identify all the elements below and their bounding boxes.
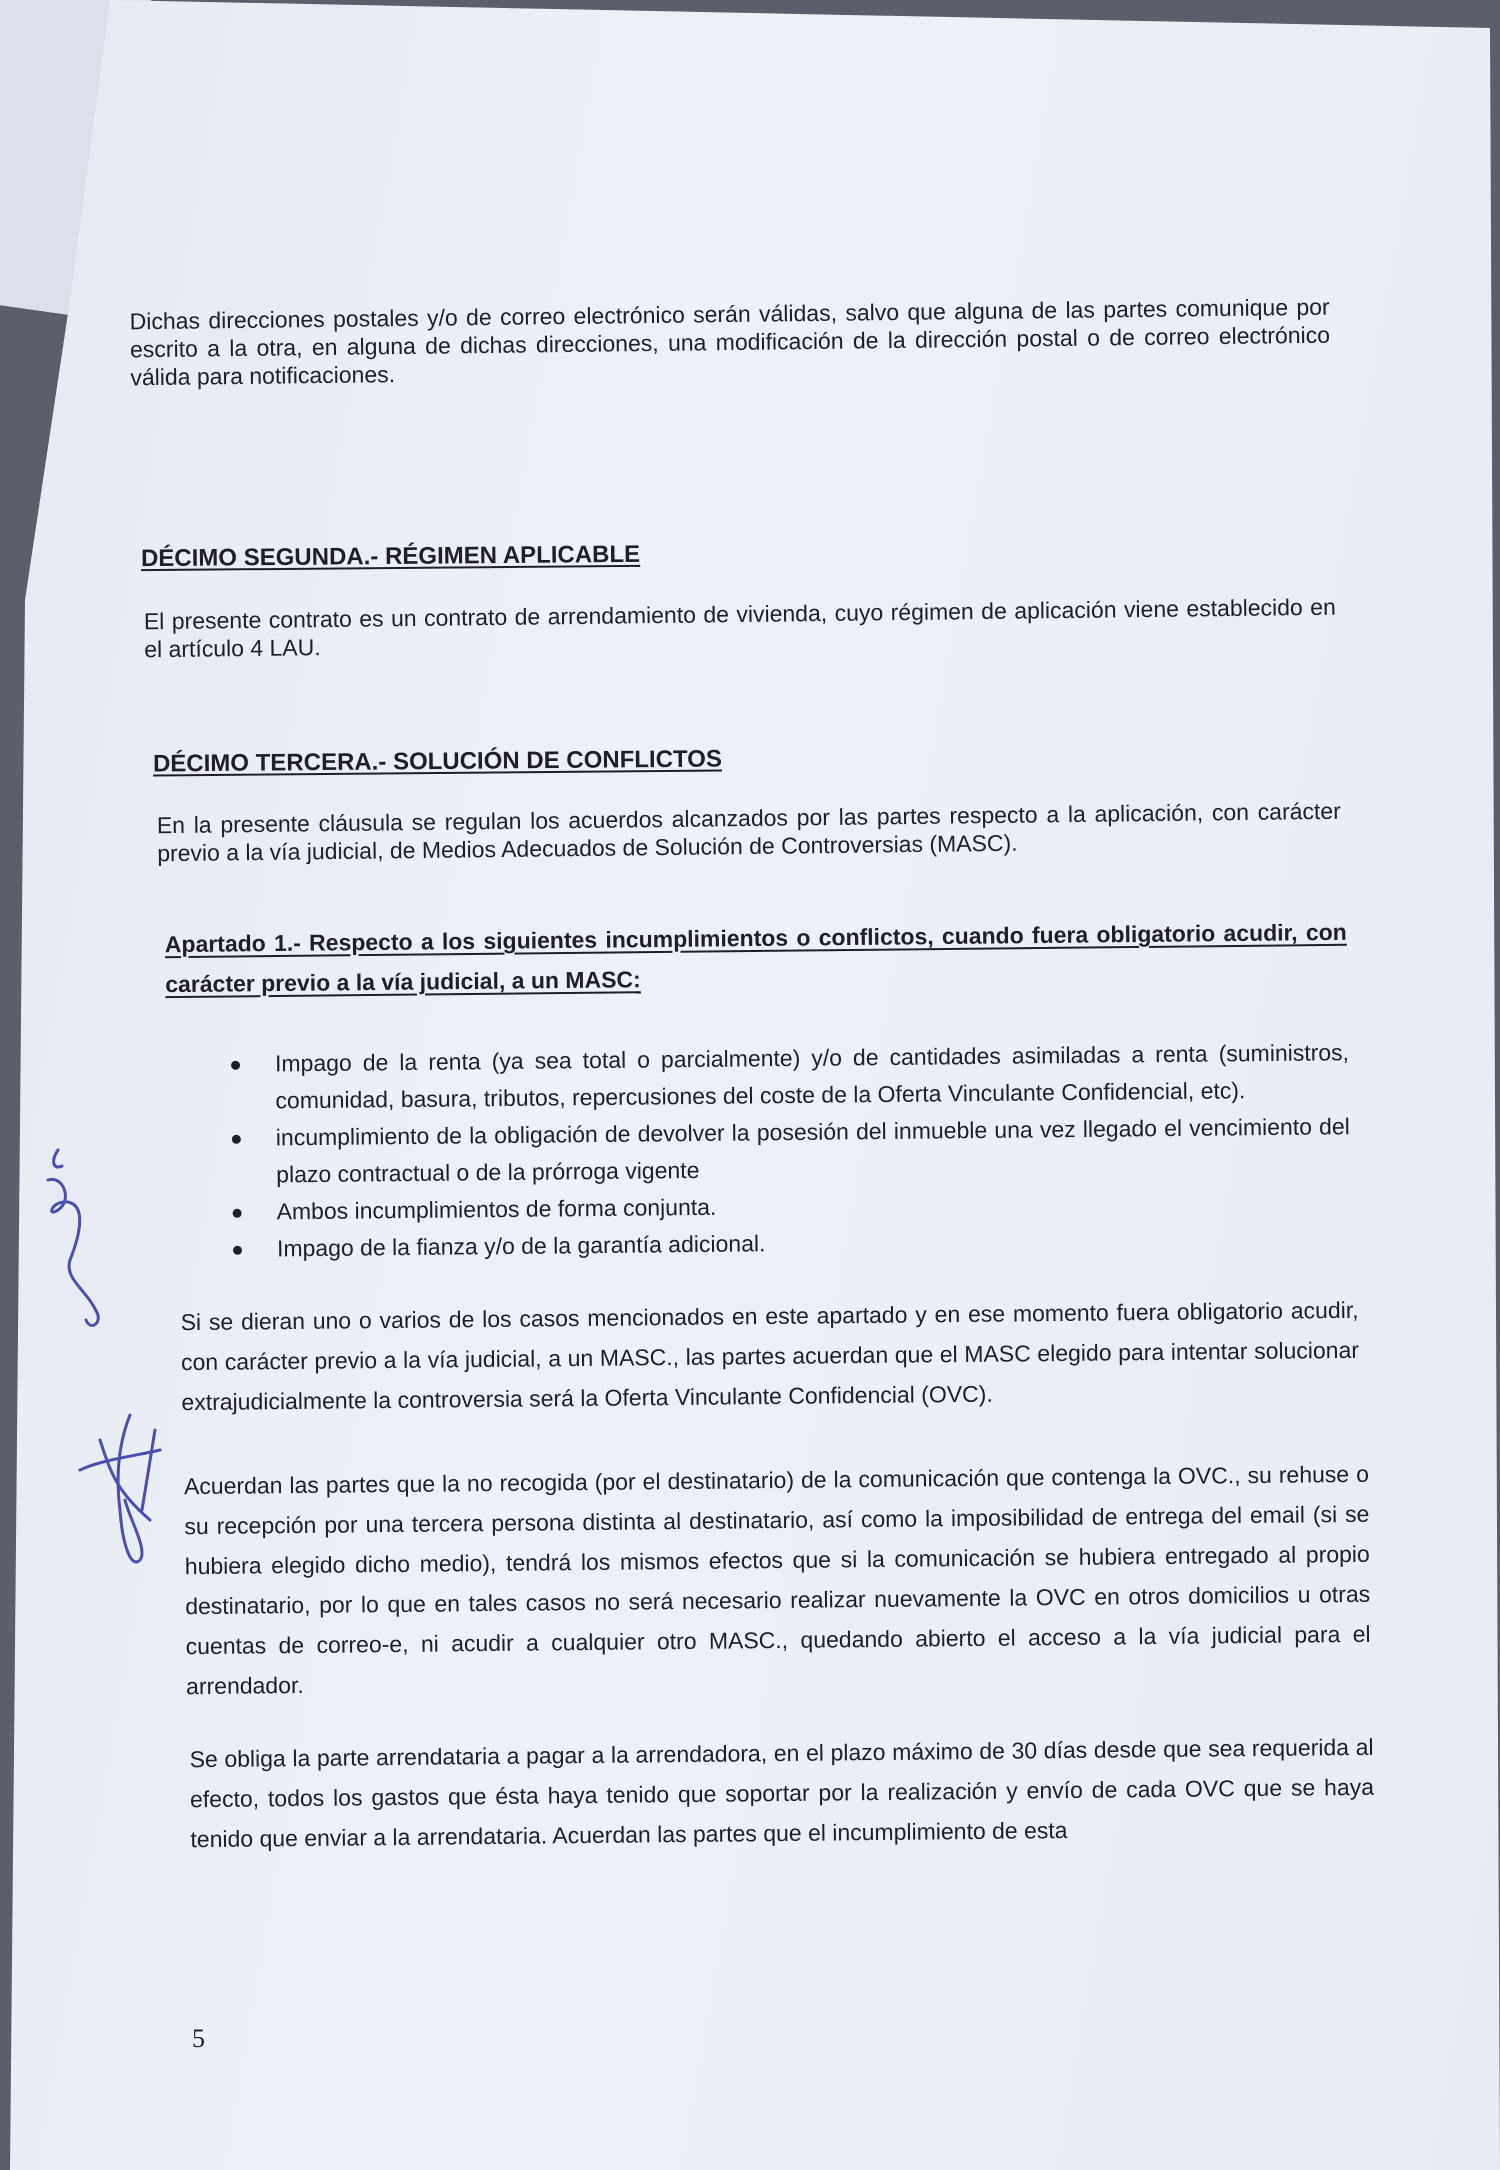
paragraph-regimen: El presente contrato es un contrato de arrendamiento de vivienda, cuyo régimen de aplicación viene establecido en el artículo 4 LAU. [143,593,1336,663]
paragraph-masc-intro: En la presente cláusula se regulan los acuerdos alcanzados por las partes respecto a la aplicación, con carácter previo a la vía judicial, de Medios Adecuados de Solución de Controversias (MASC). [156,797,1341,867]
list-item: incumplimiento de la obligación de devolver la posesión del inmueble una vez llegado el vencimiento del plazo contractual o de la prórroga vigente [232,1108,1351,1194]
page-number: 5 [192,2024,205,2053]
signature-initials-2 [60,1410,180,1580]
list-item: Impago de la renta (ya sea total o parcialmente) y/o de cantidades asimiladas a renta (suministros, comunidad, basura, tributos, repercusiones del coste de la Oferta Vinculante Confidencial, etc). [231,1034,1350,1120]
bleed-through-text [150,248,156,276]
paragraph-gastos: Se obliga la parte arrendataria a pagar a la arrendadora, en el plazo máximo de 30 días desde que sea requerida al efecto, todos los gastos que ésta haya tenido que soportar por la realización y envío de cada OVC que se haya tenido que enviar a la arrendataria. Acuerdan las partes que el incumplimiento de esta [189,1733,1375,1853]
apartado-1-heading: Apartado 1.- Respecto a los siguientes incumplimientos o conflictos, cuando fuera obligatorio acudir, con carácter previo a la vía judicial, a un MASC: [164,918,1347,998]
paragraph-no-recogida: Acuerdan las partes que la no recogida (por el destinatario) de la comunicación que contenga la OVC., su rehuse o su recepción por una tercera persona distinta al destinatario, así como la imposibilidad de entrega del email (si se hubiera elegido dicho medio), tendrá los mismos efectos que si la comunicación se hubiera entregado al propio destinatario, por lo que en tales casos no será necesario realizar nuevamente la OVC en otros domicilios u otras cuentas de correo-e, ni acudir a cualquier otro MASC., quedando abierto el acceso a la vía judicial para el arrendador. [183,1460,1371,1700]
signature-initials-1 [28,1140,148,1340]
clause-12-heading: DÉCIMO SEGUNDA.- RÉGIMEN APLICABLE [140,540,641,573]
list-item: Impago de la fianza y/o de la garantía adicional. [233,1219,1351,1268]
incumplimientos-list [231,1034,1351,1268]
clause-13-heading: DÉCIMO TERCERA.- SOLUCIÓN DE CONFLICTOS [152,745,723,778]
paragraph-ovc: Si se dieran uno o varios de los casos mencionados en este apartado y en ese momento fuera obligatorio acudir, con carácter previo a la vía judicial, a un MASC., las partes acuerdan que el MASC elegido para intentar solucionar extrajudicialmente la controversia será la Oferta Vinculante Confidencial (OVC). [180,1296,1360,1416]
paragraph-direcciones: Dichas direcciones postales y/o de correo electrónico serán válidas, salvo que alguna de las partes comunique por escrito a la otra, en alguna de dichas direcciones, una modificación de la dirección postal o de correo electrónico válida para notificaciones. [129,293,1331,391]
list-item: Ambos incumplimientos de forma conjunta. [232,1182,1350,1231]
